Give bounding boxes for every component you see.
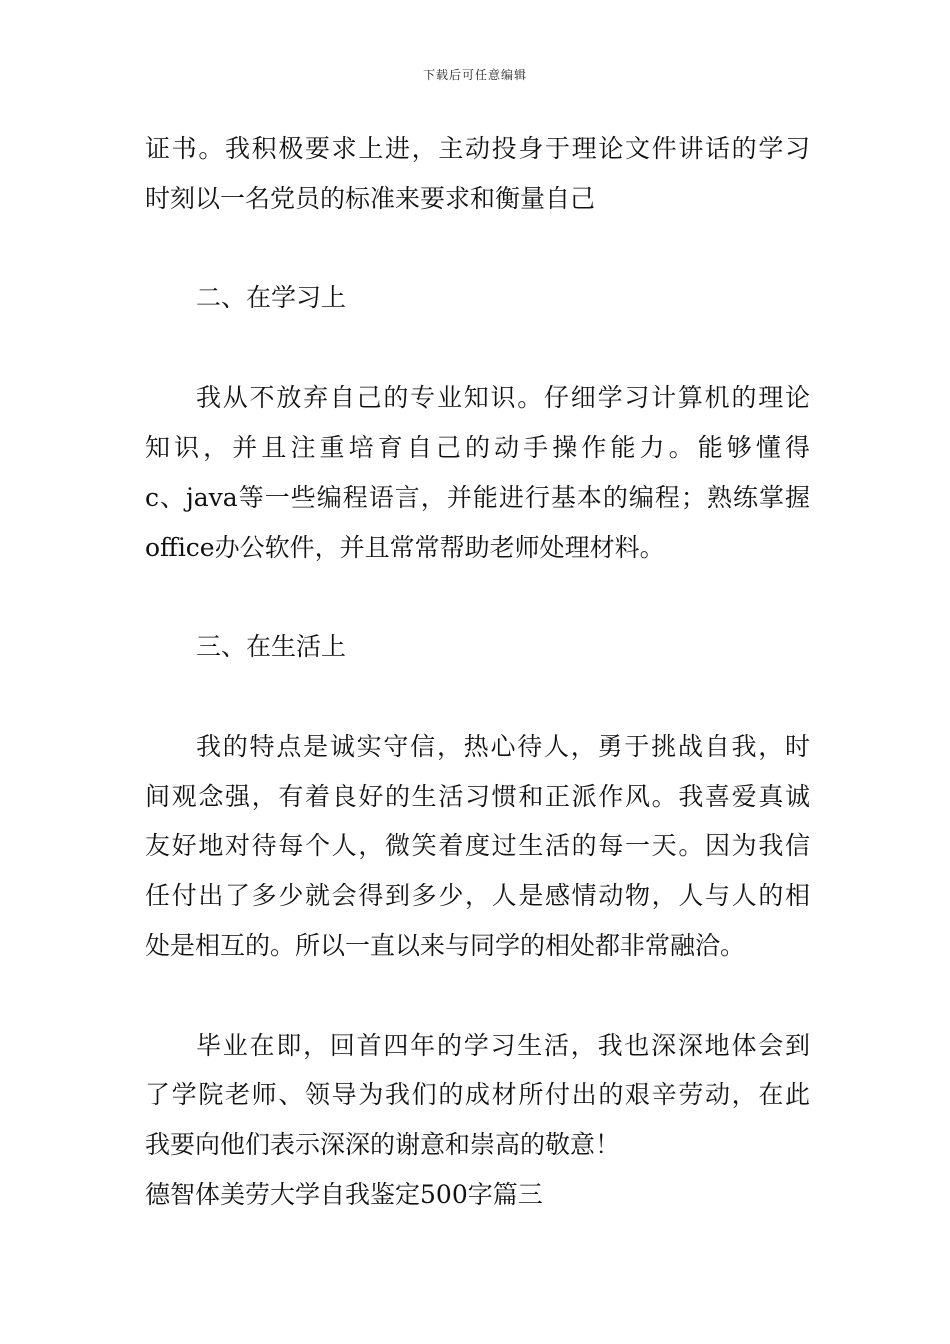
paragraph-2-line-4: office办公软件，并且常常帮助老师处理材料。 [145, 533, 665, 562]
paragraph-3-line-3: 友好地对待每个人，微笑着度过生活的每一天。因为我信 [145, 831, 810, 860]
paragraph-1-line-1: 证书。我积极要求上进，主动投身于理论文件讲话的学习 [145, 134, 810, 163]
paragraph-4-line-1: 毕业在即，回首四年的学习生活，我也深深地体会到 [196, 1031, 810, 1060]
paragraph-2-line-2: 知识，并且注重培育自己的动手操作能力。能够懂得 [145, 433, 810, 462]
paragraph-3-line-2: 间观念强，有着良好的生活习惯和正派作风。我喜爱真诚 [145, 782, 810, 811]
section-heading-life: 三、在生活上 [196, 632, 347, 661]
paragraph-3-line-1: 我的特点是诚实守信，热心待人，勇于挑战自我，时 [196, 732, 810, 761]
paragraph-1-line-2: 时刻以一名党员的标准来要求和衡量自己 [145, 184, 596, 213]
paragraph-3-line-4: 任付出了多少就会得到多少，人是感情动物，人与人的相 [145, 881, 810, 910]
section-heading-study: 二、在学习上 [196, 283, 347, 312]
paragraph-2-line-1: 我从不放弃自己的专业知识。仔细学习计算机的理论 [196, 383, 810, 412]
paragraph-4-line-3: 我要向他们表示深深的谢意和崇高的敬意！ [145, 1130, 621, 1159]
paragraph-2-line-3: c、java等一些编程语言，并能进行基本的编程；熟练掌握 [145, 483, 810, 512]
paragraph-3-line-5: 处是相互的。所以一直以来与同学的相处都非常融洽。 [145, 931, 746, 960]
section-title: 德智体美劳大学自我鉴定500字篇三 [145, 1180, 543, 1209]
page-header: 下载后可任意编辑 [422, 68, 527, 82]
paragraph-4-line-2: 了学院老师、领导为我们的成材所付出的艰辛劳动，在此 [145, 1080, 810, 1109]
